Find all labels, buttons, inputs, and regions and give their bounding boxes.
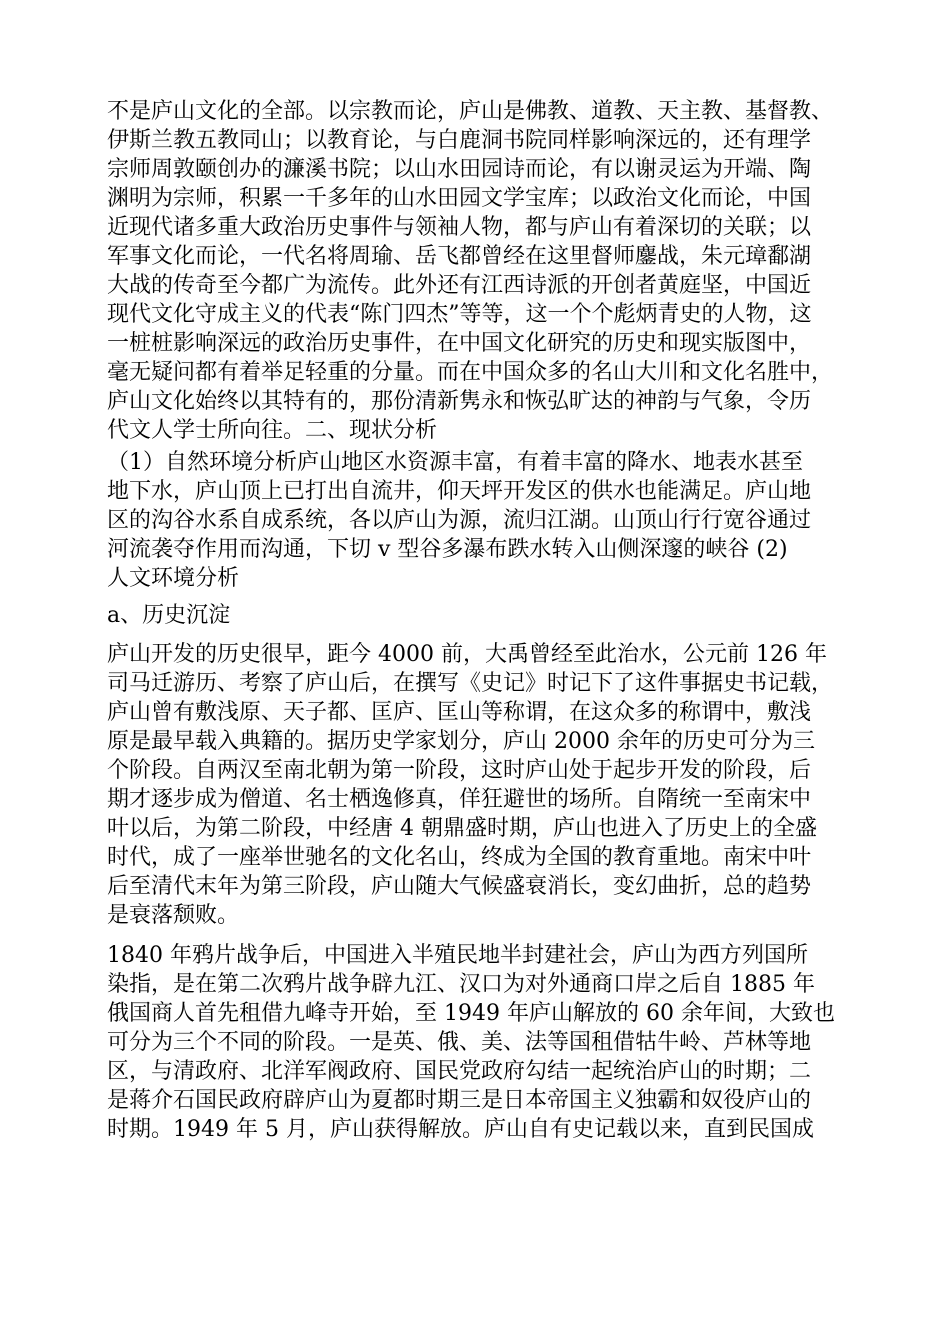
- modern-line-6: 是蒋介石国民政府辟庐山为夏都时期三是日本帝国主义独霸和奴役庐山的: [107, 1088, 812, 1113]
- history-line-5: 个阶段。自两汉至南北朝为第一阶段，这时庐山处于起步开发的阶段，后: [107, 758, 812, 783]
- history-line-7: 叶以后，为第二阶段，中经唐 4 朝鼎盛时期，庐山也进入了历史上的全盛: [107, 816, 817, 841]
- intro-line-11: 庐山文化始终以其特有的，那份清新隽永和恢弘旷达的神韵与气象，令历: [107, 389, 812, 414]
- intro-line-7: 大战的传奇至今都广为流传。此外还有江西诗派的开创者黄庭坚，中国近: [107, 273, 812, 298]
- intro-line-2: 伊斯兰教五教同山；以教育论，与白鹿洞书院同样影响深远的，还有理学: [107, 128, 812, 153]
- intro-line-8: 现代文化守成主义的代表“陈门四杰”等等，这一个个彪炳青史的人物，这: [107, 302, 812, 327]
- intro-line-3: 宗师周敦颐创办的濂溪书院；以山水田园诗而论，有以谢灵运为开端、陶: [107, 157, 812, 182]
- intro-line-4: 渊明为宗师，积累一千多年的山水田园文学宝库；以政治文化而论，中国: [107, 186, 812, 211]
- history-line-3: 庐山曾有敷浅原、天子都、匡庐、匡山等称谓，在这众多的称谓中，敷浅: [107, 700, 812, 725]
- history-line-4: 原是最早载入典籍的。据历史学家划分，庐山 2000 余年的历史可分为三: [107, 729, 815, 754]
- modern-line-5: 区，与清政府、北洋军阀政府、国民党政府勾结一起统治庐山的时期；二: [107, 1059, 812, 1084]
- intro-line-5: 近现代诸多重大政治历史事件与领袖人物，都与庐山有着深切的关联；以: [107, 215, 812, 240]
- nature-line-4: 河流袭夺作用而沟通，下切 v 型谷多瀑布跌水转入山侧深邃的峡谷 (2): [107, 537, 788, 562]
- history-line-10: 是衰落颓败。: [107, 903, 240, 928]
- history-line-2: 司马迁游历、考察了庐山后，在撰写《史记》时记下了这件事据史书记载，: [107, 671, 834, 696]
- nature-line-3: 区的沟谷水系自成系统，各以庐山为源，流归江湖。山顶山行行宽谷通过: [107, 508, 812, 533]
- history-heading: a、历史沉淀: [107, 603, 231, 628]
- modern-line-7: 时期。1949 年 5 月，庐山获得解放。庐山自有史记载以来，直到民国成: [107, 1117, 814, 1142]
- history-line-6: 期才逐步成为僧道、名士栖逸修真，佯狂避世的场所。自隋统一至南宋中: [107, 787, 812, 812]
- history-line-9: 后至清代末年为第三阶段，庐山随大气候盛衰消长，变幻曲折，总的趋势: [107, 874, 812, 899]
- nature-line-2: 地下水，庐山顶上已打出自流井，仰天坪开发区的供水也能满足。庐山地: [107, 479, 812, 504]
- modern-line-2: 染指，是在第二次鸦片战争辟九江、汉口为对外通商口岸之后自 1885 年: [107, 972, 815, 997]
- history-line-8: 时代，成了一座举世驰名的文化名山，终成为全国的教育重地。南宋中叶: [107, 845, 812, 870]
- intro-line-6: 军事文化而论，一代名将周瑜、岳飞都曾经在这里督师鏖战，朱元璋鄱湖: [107, 244, 812, 269]
- nature-line-5: 人文环境分析: [107, 566, 240, 591]
- intro-line-12: 代文人学士所向往。二、现状分析: [107, 418, 438, 443]
- intro-line-9: 一桩桩影响深远的政治历史事件，在中国文化研究的历史和现实版图中，: [107, 331, 812, 356]
- nature-line-1: （1）自然环境分析庐山地区水资源丰富，有着丰富的降水、地表水甚至: [107, 450, 803, 475]
- modern-line-1: 1840 年鸦片战争后，中国进入半殖民地半封建社会，庐山为西方列国所: [107, 943, 808, 968]
- intro-line-1: 不是庐山文化的全部。以宗教而论，庐山是佛教、道教、天主教、基督教、: [107, 99, 834, 124]
- history-line-1: 庐山开发的历史很早，距今 4000 前，大禹曾经至此治水，公元前 126 年: [107, 642, 827, 667]
- intro-line-10: 毫无疑问都有着举足轻重的分量。而在中国众多的名山大川和文化名胜中，: [107, 360, 834, 385]
- modern-line-3: 俄国商人首先租借九峰寺开始，至 1949 年庐山解放的 60 余年间，大致也: [107, 1001, 835, 1026]
- modern-line-4: 可分为三个不同的阶段。一是英、俄、美、法等国租借牯牛岭、芦林等地: [107, 1030, 812, 1055]
